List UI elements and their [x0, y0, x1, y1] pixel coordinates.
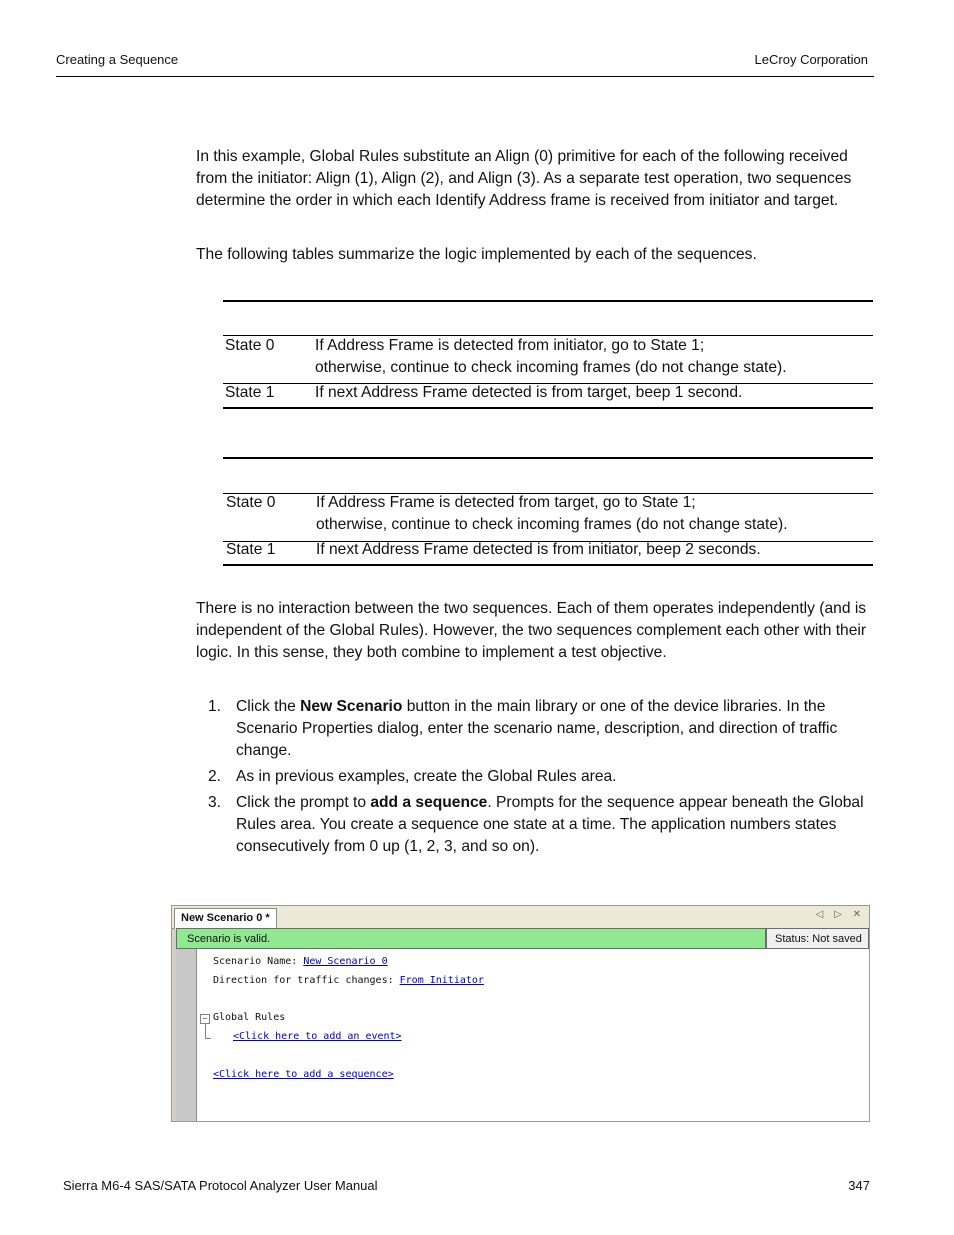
table-rule: [223, 564, 873, 566]
global-rules-label: Global Rules: [213, 1012, 286, 1023]
step-text: As in previous examples, create the Global Rules area.: [236, 768, 617, 785]
list-item: [196, 792, 872, 858]
table-rule: [223, 457, 873, 459]
page-number: 347: [848, 1178, 870, 1193]
step-number: 1.: [208, 698, 222, 715]
table-description-line: otherwise, continue to check incoming frames (do not change state).: [315, 359, 787, 376]
interaction-paragraph: There is no interaction between the two sequences. Each of them operates independently (and is independent of the Global Rules). However, the two sequences complement each other with their logic. In this sense, they both combine to implement a test objective.: [196, 600, 867, 661]
list-item: [196, 766, 872, 788]
header-company: LeCroy Corporation: [754, 52, 868, 67]
step-text: button in the main library or one of the device libraries. In the Scenario Properties dialog, enter the scenario name, description, and direction of traffic change.: [236, 698, 838, 759]
header-section-title: Creating a Sequence: [56, 52, 179, 67]
table-state-cell: State 0: [226, 494, 276, 511]
minus-box-icon[interactable]: −: [200, 1014, 210, 1024]
tab-bar: [172, 906, 869, 929]
table-rule: [223, 407, 873, 409]
tab-navigation-icons[interactable]: ◁ ▷ ✕: [815, 909, 865, 920]
table-state-cell: State 0: [225, 337, 275, 354]
scenario-name-link[interactable]: New Scenario 0: [303, 956, 388, 967]
scenario-editor-screenshot: [171, 905, 870, 1122]
step-number: 3.: [208, 794, 222, 811]
table-description-cell: [315, 335, 871, 379]
sequence-table-2: [223, 457, 873, 567]
editor-gutter: [176, 949, 197, 1122]
table-description-cell: [316, 492, 872, 536]
table-description-line: If Address Frame is detected from target, go to State 1;: [316, 494, 696, 511]
intro-paragraph: In this example, Global Rules substitute an Align (0) primitive for each of the following received from the initiator: Align (1), Align (2), and Align (3). As a separate test operation, two sequences determine the order in which each Identify Address frame is received from initiator and target.: [196, 148, 852, 209]
scenario-name-label: Scenario Name:: [213, 956, 304, 967]
tree-line: [205, 1038, 211, 1039]
table-description-cell: If next Address Frame detected is from initiator, beep 2 seconds.: [316, 541, 761, 558]
table-description-line: If Address Frame is detected from initiator, go to State 1;: [315, 337, 705, 354]
step-bold-text: add a sequence: [370, 794, 488, 811]
status-valid-bar: Scenario is valid.: [176, 928, 766, 949]
step-number: 2.: [208, 768, 222, 785]
add-event-link[interactable]: <Click here to add an event>: [233, 1031, 402, 1042]
table-rule: [223, 300, 873, 302]
table-state-cell: State 1: [225, 384, 275, 401]
tab-new-scenario[interactable]: New Scenario 0 *: [174, 908, 277, 929]
list-item: [196, 696, 872, 762]
step-text: Click the prompt to: [236, 794, 371, 811]
direction-row: [213, 975, 484, 986]
direction-label: Direction for traffic changes:: [213, 975, 400, 986]
status-saved-indicator: Status: Not saved: [766, 928, 869, 949]
header-rule: [56, 76, 874, 77]
footer-manual-title: Sierra M6-4 SAS/SATA Protocol Analyzer User Manual: [63, 1178, 378, 1193]
sequence-table-1: [223, 300, 873, 410]
step-text: Click the: [236, 698, 301, 715]
tables-intro-paragraph: The following tables summarize the logic implemented by each of the sequences.: [196, 246, 757, 263]
step-bold-text: New Scenario: [300, 698, 403, 715]
scenario-editor[interactable]: [197, 949, 869, 1122]
scenario-name-row: [213, 956, 388, 967]
steps-list: [196, 696, 872, 862]
table-state-cell: State 1: [226, 541, 276, 558]
add-sequence-link[interactable]: <Click here to add a sequence>: [213, 1069, 394, 1080]
table-description-line: otherwise, continue to check incoming frames (do not change state).: [316, 516, 788, 533]
direction-link[interactable]: From Initiator: [399, 975, 484, 986]
tree-line: [205, 1024, 206, 1038]
table-description-cell: If next Address Frame detected is from target, beep 1 second.: [315, 384, 743, 401]
step-text: . Prompts for the sequence appear beneath the Global Rules area. You create a sequence one state at a time. The application numbers states consecutively from 0 up (1, 2, 3, and so on).: [236, 794, 864, 855]
